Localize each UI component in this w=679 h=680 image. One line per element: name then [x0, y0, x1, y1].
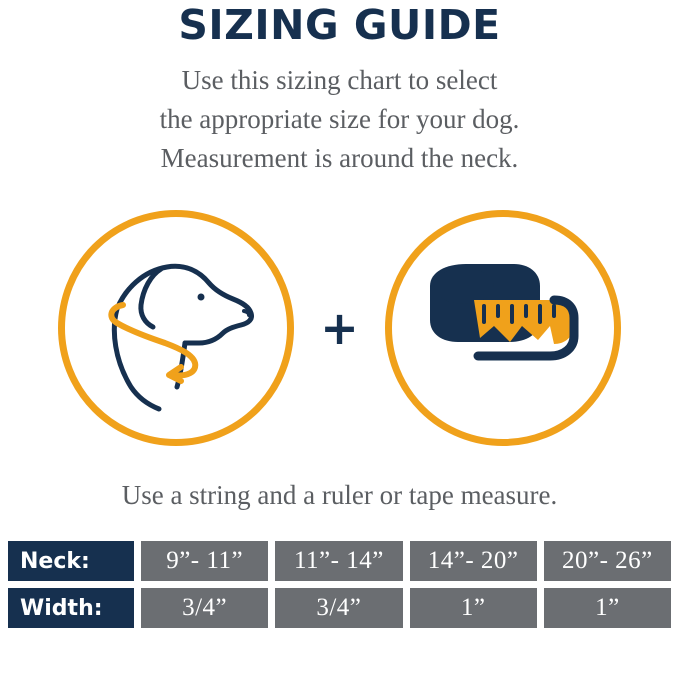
caption-text: Use a string and a ruler or tape measure. [121, 480, 558, 511]
sizing-table [8, 541, 671, 628]
intro-paragraph [60, 61, 620, 178]
neck-value-2: 11”- 14” [275, 541, 402, 581]
dog-neck-measure-icon [81, 231, 271, 426]
width-value-2: 3/4” [275, 588, 402, 628]
neck-value-1: 9”- 11” [141, 541, 268, 581]
neck-value-4: 20”- 26” [544, 541, 671, 581]
row-label-width: Width: [8, 588, 134, 628]
sizing-guide-page [0, 1, 679, 680]
width-value-3: 1” [410, 588, 537, 628]
plus-icon: + [320, 301, 359, 356]
width-value-4: 1” [544, 588, 671, 628]
table-row [8, 588, 671, 628]
row-label-neck: Neck: [8, 541, 134, 581]
intro-line-3: Measurement is around the neck. [160, 143, 519, 174]
width-value-1: 3/4” [141, 588, 268, 628]
dog-icon-circle [58, 210, 294, 446]
table-row [8, 541, 671, 581]
icon-row [0, 198, 679, 458]
tape-icon-circle [385, 210, 621, 446]
intro-line-2: the appropriate size for your dog. [159, 104, 520, 135]
intro-line-1: Use this sizing chart to select [181, 65, 498, 96]
neck-value-3: 14”- 20” [410, 541, 537, 581]
tape-measure-icon [418, 256, 588, 401]
page-title: SIZING GUIDE [178, 1, 501, 49]
